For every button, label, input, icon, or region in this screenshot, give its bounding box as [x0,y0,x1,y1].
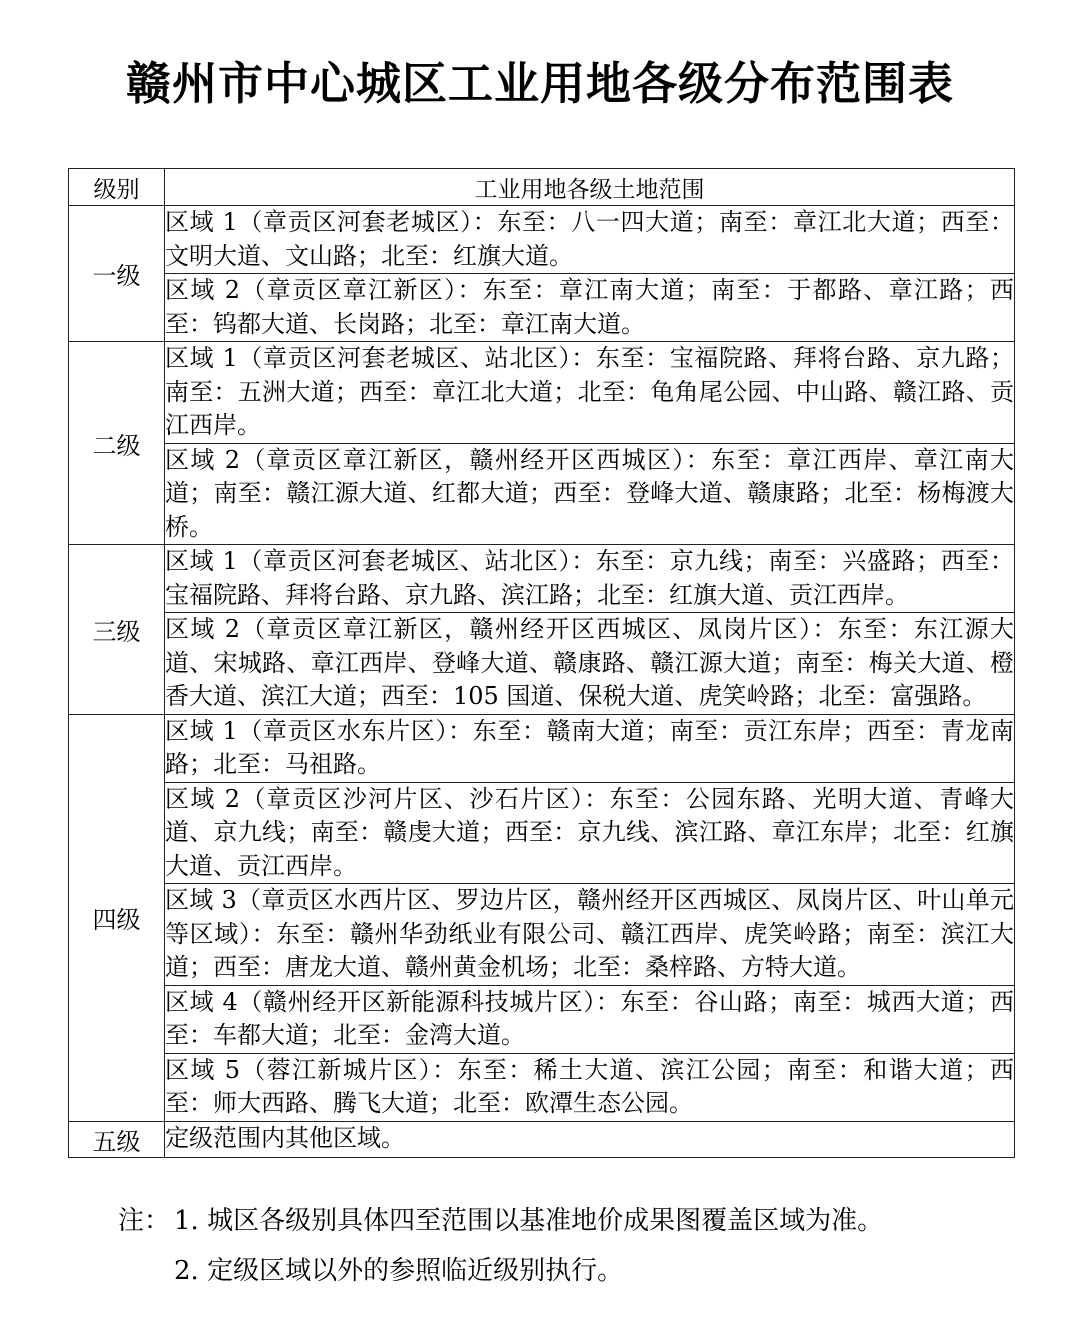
table-row [69,613,1015,715]
region-cell: 区域 2（章贡区章江新区，赣州经开区西城区、凤岗片区）：东至：东江源大道、宋城路、章江西岸、登峰大道、赣康路、赣江源大道；南至：梅关大道、橙香大道、滨江大道；西至：105 国道、保税大道、虎笑岭路；北至：富强路。 [165,613,1015,715]
table-row [69,884,1015,986]
land-level-table [68,168,1015,1158]
level-3-cell: 三级 [69,545,165,715]
level-4-cell: 四级 [69,714,165,1121]
table-row [69,714,1015,782]
region-cell: 区域 2（章贡区沙河片区、沙石片区）：东至：公园东路、光明大道、青峰大道、京九线；南至：赣虔大道；西至：京九线、滨江路、章江东岸；北至：红旗大道、贡江西岸。 [165,782,1015,884]
table-row [69,206,1015,274]
table-row [69,985,1015,1053]
table-row [69,782,1015,884]
region-cell: 区域 2（章贡区章江新区）：东至：章江南大道；南至：于都路、章江路；西至：钨都大道、长岗路；北至：章江南大道。 [165,274,1015,342]
notes-section [118,1196,883,1296]
region-cell: 定级范围内其他区域。 [165,1121,1015,1157]
table-header-row [69,169,1015,206]
note-item: 2. 定级区域以外的参照临近级别执行。 [174,1256,624,1286]
header-range: 工业用地各级土地范围 [165,169,1015,206]
table-row [69,342,1015,444]
level-1-cell: 一级 [69,206,165,342]
note-row [118,1196,883,1246]
table-row [69,274,1015,342]
region-cell: 区域 1（章贡区水东片区）：东至：赣南大道；南至：贡江东岸；西至：青龙南路；北至：马祖路。 [165,714,1015,782]
table-row [69,443,1015,545]
level-2-cell: 二级 [69,342,165,545]
region-cell: 区域 1（章贡区河套老城区、站北区）：东至：京九线；南至：兴盛路；西至：宝福院路、拜将台路、京九路、滨江路；北至：红旗大道、贡江西岸。 [165,545,1015,613]
table-row [69,545,1015,613]
table-row [69,1121,1015,1157]
page-title: 赣州市中心城区工业用地各级分布范围表 [125,57,954,110]
header-level: 级别 [69,169,165,206]
region-cell: 区域 1（章贡区河套老城区、站北区）：东至：宝福院路、拜将台路、京九路；南至：五洲大道；西至：章江北大道；北至：龟角尾公园、中山路、赣江路、贡江西岸。 [165,342,1015,444]
table-row [69,1053,1015,1121]
level-5-cell: 五级 [69,1121,165,1157]
region-cell: 区域 1（章贡区河套老城区）：东至：八一四大道；南至：章江北大道；西至：文明大道、文山路；北至：红旗大道。 [165,206,1015,274]
region-cell: 区域 2（章贡区章江新区，赣州经开区西城区）：东至：章江西岸、章江南大道；南至：赣江源大道、红都大道；西至：登峰大道、赣康路；北至：杨梅渡大桥。 [165,443,1015,545]
note-row [118,1246,883,1296]
region-cell: 区域 4（赣州经开区新能源科技城片区）：东至：谷山路；南至：城西大道；西至：车都大道；北至：金湾大道。 [165,985,1015,1053]
region-cell: 区域 5（蓉江新城片区）：东至：稀土大道、滨江公园；南至：和谐大道；西至：师大西路、腾飞大道；北至：欧潭生态公园。 [165,1053,1015,1121]
note-item: 1. 城区各级别具体四至范围以基准地价成果图覆盖区域为准。 [174,1206,884,1236]
note-label: 注： [118,1206,171,1236]
region-cell: 区域 3（章贡区水西片区、罗边片区，赣州经开区西城区、凤岗片区、叶山单元等区域）：东至：赣州华劲纸业有限公司、赣江西岸、虎笑岭路；南至：滨江大道；西至：唐龙大道、赣州黄金机场；北至：桑梓路、方特大道。 [165,884,1015,986]
